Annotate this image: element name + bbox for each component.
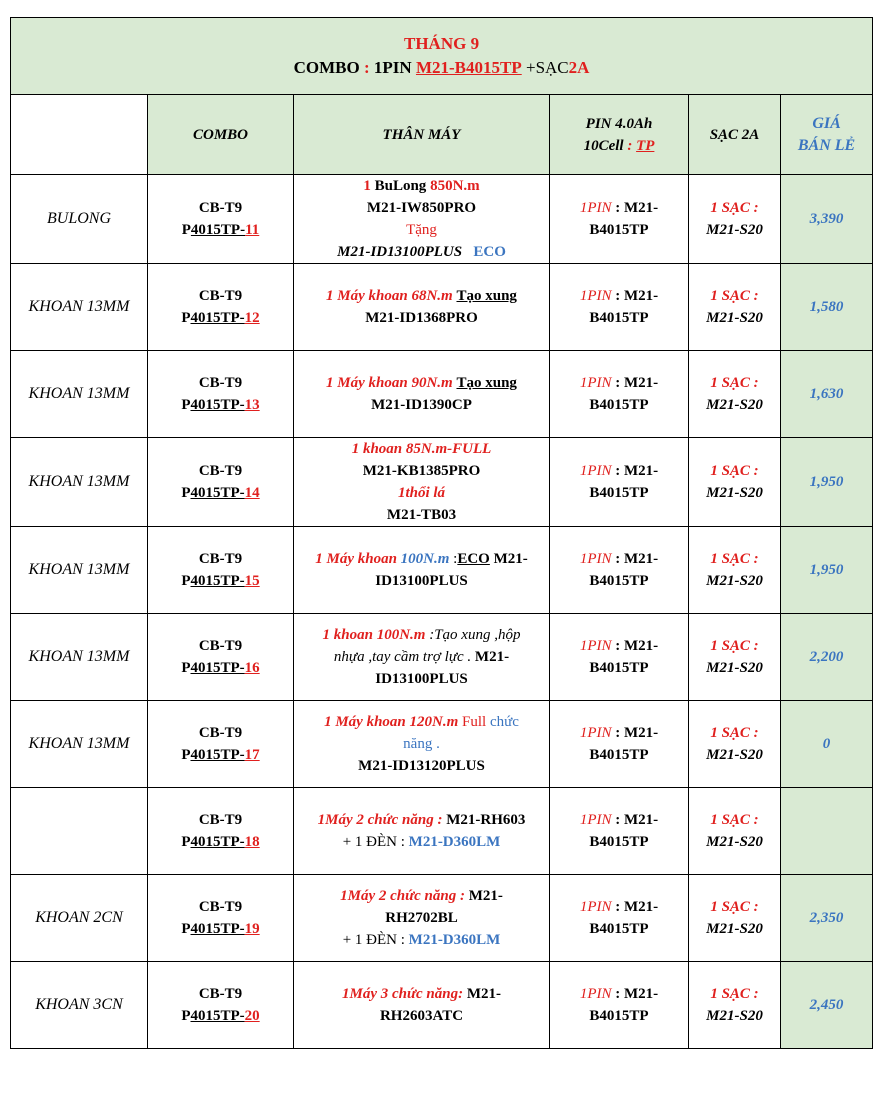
body-line3: M21-ID13120PLUS: [358, 758, 485, 774]
body-features-b: nhựa ,tay cầm trợ lực .: [333, 649, 472, 665]
body-cell: [294, 875, 550, 962]
header-pin-line2: [553, 135, 685, 157]
pin-line1: [553, 460, 685, 482]
combo-charger-value: 2A: [568, 58, 590, 77]
code-mid: 4015TP-: [190, 573, 245, 589]
code-prefix: P: [181, 310, 191, 326]
pin-line2: B4015TP: [589, 660, 649, 676]
combo-code-cell: [148, 264, 294, 351]
code-prefix: P: [181, 660, 191, 676]
pin-line1: [553, 285, 685, 307]
price-cell: [781, 788, 873, 875]
code-suffix: 19: [244, 921, 260, 937]
body-line1: [297, 624, 546, 646]
body-multi: 1Máy 3 chức năng:: [342, 986, 464, 1002]
pin-line1: [553, 197, 685, 219]
code-prefix: P: [181, 1008, 191, 1024]
charger-cell: [689, 701, 781, 788]
code-line2: [151, 307, 290, 329]
code-line1: CB-T9: [198, 725, 243, 741]
combo-title: [14, 56, 869, 80]
code-line2: [151, 482, 290, 504]
price-cell: 2,200: [781, 614, 873, 701]
price-cell: 1,580: [781, 264, 873, 351]
category-cell: KHOAN 13MM: [11, 701, 148, 788]
body-lamp-model: M21-D360LM: [408, 932, 501, 948]
pin-line1: [553, 896, 685, 918]
charger-line2: M21-S20: [706, 1008, 763, 1024]
body-drill: 1 Máy khoan 90N.m: [326, 375, 453, 391]
body-eco: ECO: [457, 551, 490, 567]
body-drill: 1 Máy khoan 120N.m: [324, 714, 459, 730]
combo-colon: :: [359, 58, 374, 77]
pin-cell: [550, 701, 689, 788]
code-mid: 4015TP-: [190, 921, 245, 937]
body-gift: Tặng: [406, 222, 437, 238]
header-price-line1: GIÁ: [812, 114, 841, 132]
category-cell: KHOAN 13MM: [11, 527, 148, 614]
pin-model-a: : M21-: [611, 375, 659, 391]
charger-line1: 1 SẠC :: [710, 463, 759, 479]
body-line2: [297, 646, 546, 668]
combo-pin-text: 1PIN: [373, 58, 416, 77]
price-cell: 2,450: [781, 962, 873, 1049]
combo-code-cell: [148, 962, 294, 1049]
pin-line2: B4015TP: [589, 834, 649, 850]
pin-qty: 1PIN: [579, 551, 612, 567]
pin-line1: [553, 809, 685, 831]
body-cell: [294, 614, 550, 701]
pin-qty: 1PIN: [579, 638, 612, 654]
table-row: [11, 527, 873, 614]
price-cell: 3,390: [781, 175, 873, 264]
category-cell: KHOAN 2CN: [11, 875, 148, 962]
pin-qty: 1PIN: [579, 899, 612, 915]
body-line4: [297, 241, 546, 263]
pin-cell: [550, 962, 689, 1049]
code-line2: [151, 394, 290, 416]
code-line1: CB-T9: [198, 986, 243, 1002]
code-mid: 4015TP-: [190, 485, 245, 501]
pin-cell: [550, 527, 689, 614]
combo-word: COMBO: [293, 58, 360, 77]
combo-table: [10, 17, 873, 1049]
table-row: [11, 351, 873, 438]
category-cell: BULONG: [11, 175, 148, 264]
header-category: [11, 95, 148, 175]
body-full: Full: [458, 714, 490, 730]
body-multi: 1Máy 2 chức năng :: [340, 888, 465, 904]
pin-model-a: : M21-: [611, 725, 659, 741]
charger-line1: 1 SẠC :: [710, 551, 759, 567]
pin-model-a: : M21-: [611, 551, 659, 567]
body-model-a: M21-: [464, 888, 503, 904]
body-model-a: M21-: [463, 986, 501, 1002]
code-suffix: 13: [244, 397, 260, 413]
title-row: [11, 18, 873, 95]
charger-line2: M21-S20: [706, 485, 763, 501]
body-line1: [297, 548, 546, 570]
code-suffix: 16: [244, 660, 260, 676]
body-line1: 1 khoan 85N.m-FULL: [351, 441, 492, 457]
charger-line2: M21-S20: [706, 747, 763, 763]
code-line2: [151, 570, 290, 592]
pin-cell: [550, 614, 689, 701]
pin-model-a: : M21-: [611, 899, 659, 915]
pin-model-a: : M21-: [611, 812, 659, 828]
pin-qty: 1PIN: [579, 812, 612, 828]
charger-cell: [689, 351, 781, 438]
body-model: M21-RH603: [442, 812, 526, 828]
code-line2: [151, 744, 290, 766]
body-line1: [297, 175, 546, 197]
pin-cell: [550, 175, 689, 264]
charger-line2: M21-S20: [706, 310, 763, 326]
price-sheet: [10, 17, 872, 1049]
pin-line2: B4015TP: [589, 573, 649, 589]
charger-cell: [689, 962, 781, 1049]
header-pin-line1: PIN 4.0Ah: [585, 115, 653, 132]
body-lamp: + 1 ĐÈN :: [342, 834, 409, 850]
body-line2: M21-ID1390CP: [371, 397, 472, 413]
body-torque: 100N.m: [400, 551, 450, 567]
combo-code-cell: [148, 351, 294, 438]
table-row: [11, 875, 873, 962]
code-suffix: 11: [245, 222, 260, 238]
body-line2: M21-ID1368PRO: [365, 310, 478, 326]
body-line1: [297, 372, 546, 394]
body-line3: [297, 929, 546, 951]
charger-line1: 1 SẠC :: [710, 375, 759, 391]
pin-qty: 1PIN: [579, 375, 612, 391]
code-line2: [151, 1005, 290, 1027]
code-mid: 4015TP-: [190, 310, 245, 326]
body-colon: :: [449, 551, 458, 567]
body-line2: RH2603ATC: [379, 1008, 464, 1024]
code-prefix: P: [181, 834, 191, 850]
body-line2: năng .: [403, 736, 440, 752]
code-suffix: 20: [244, 1008, 260, 1024]
table-row: [11, 614, 873, 701]
body-line3: 1thổi lá: [397, 485, 446, 501]
pin-line1: [553, 635, 685, 657]
code-line1: CB-T9: [198, 288, 243, 304]
body-cell: [294, 788, 550, 875]
price-cell: 1,630: [781, 351, 873, 438]
combo-code-cell: [148, 438, 294, 527]
pin-line2: B4015TP: [589, 921, 649, 937]
charger-line2: M21-S20: [706, 222, 763, 238]
pin-model-a: : M21-: [611, 638, 659, 654]
body-lamp: + 1 ĐÈN :: [342, 932, 409, 948]
pin-line1: [553, 372, 685, 394]
combo-code-cell: [148, 701, 294, 788]
pin-line2: B4015TP: [589, 747, 649, 763]
charger-cell: [689, 614, 781, 701]
pin-cell: [550, 438, 689, 527]
code-line2: [151, 219, 290, 241]
code-suffix: 14: [244, 485, 260, 501]
body-features-a: :Tạo xung ,hộp: [425, 627, 521, 643]
sheet-title: [11, 18, 873, 95]
charger-line1: 1 SẠC :: [710, 288, 759, 304]
table-row: [11, 962, 873, 1049]
code-line2: [151, 657, 290, 679]
code-suffix: 12: [244, 310, 260, 326]
body-cell: [294, 701, 550, 788]
body-cell: [294, 264, 550, 351]
body-line2: RH2702BL: [385, 910, 458, 926]
charger-cell: [689, 264, 781, 351]
code-line2: [151, 831, 290, 853]
combo-code-cell: [148, 788, 294, 875]
header-price: [781, 95, 873, 175]
body-feature: Tạo xung: [456, 288, 517, 304]
body-model-a: M21-: [489, 551, 528, 567]
pin-model-a: : M21-: [611, 986, 659, 1002]
charger-line1: 1 SẠC :: [710, 200, 759, 216]
price-cell: 1,950: [781, 438, 873, 527]
table-row: [11, 175, 873, 264]
code-prefix: P: [181, 573, 191, 589]
header-charger: SẠC 2A: [689, 95, 781, 175]
code-mid: 4015TP-: [190, 397, 245, 413]
body-line1: [297, 885, 546, 907]
table-row: [11, 788, 873, 875]
pin-line2: B4015TP: [589, 1008, 649, 1024]
body-line4: M21-TB03: [386, 507, 457, 523]
charger-cell: [689, 438, 781, 527]
pin-line2: B4015TP: [589, 397, 649, 413]
combo-pin-model: M21-B4015TP: [415, 58, 522, 77]
header-pin-colon: :: [627, 137, 637, 154]
code-mid: 4015TP-: [190, 660, 245, 676]
pin-line2: B4015TP: [589, 310, 649, 326]
pin-cell: [550, 351, 689, 438]
body-multi: 1Máy 2 chức năng :: [317, 812, 443, 828]
code-prefix: P: [181, 397, 191, 413]
body-drill: 1 Máy khoan: [315, 551, 401, 567]
charger-cell: [689, 527, 781, 614]
price-cell: 0: [781, 701, 873, 788]
pin-cell: [550, 264, 689, 351]
table-row: [11, 701, 873, 788]
code-mid: 4015TP-: [190, 834, 245, 850]
category-cell: KHOAN 13MM: [11, 264, 148, 351]
body-cell: [294, 438, 550, 527]
charger-line1: 1 SẠC :: [710, 725, 759, 741]
pin-model-a: : M21-: [611, 200, 659, 216]
pin-line1: [553, 548, 685, 570]
category-cell: KHOAN 3CN: [11, 962, 148, 1049]
body-qty: 1: [363, 178, 371, 194]
code-prefix: P: [181, 747, 191, 763]
header-pin: [550, 95, 689, 175]
category-cell: KHOAN 13MM: [11, 614, 148, 701]
pin-qty: 1PIN: [579, 986, 612, 1002]
header-combo: COMBO: [148, 95, 294, 175]
code-prefix: P: [181, 485, 191, 501]
code-prefix: P: [181, 921, 191, 937]
header-pin-tp: TP: [636, 137, 655, 154]
charger-line1: 1 SẠC :: [710, 986, 759, 1002]
body-line1: [297, 285, 546, 307]
category-cell: KHOAN 13MM: [11, 351, 148, 438]
body-drill: 1 khoan 100N.m: [322, 627, 426, 643]
body-line2: ID13100PLUS: [375, 573, 468, 589]
charger-line1: 1 SẠC :: [710, 899, 759, 915]
combo-code-cell: [148, 875, 294, 962]
code-line1: CB-T9: [198, 551, 243, 567]
charger-line2: M21-S20: [706, 397, 763, 413]
code-suffix: 18: [244, 834, 260, 850]
charger-line2: M21-S20: [706, 921, 763, 937]
header-body: THÂN MÁY: [294, 95, 550, 175]
month-title: THÁNG 9: [403, 34, 480, 53]
pin-line1: [553, 722, 685, 744]
pin-line2: B4015TP: [589, 222, 649, 238]
charger-cell: [689, 875, 781, 962]
pin-qty: 1PIN: [579, 288, 612, 304]
pin-qty: 1PIN: [579, 200, 612, 216]
code-mid: 4015TP-: [190, 747, 245, 763]
body-feature: Tạo xung: [456, 375, 517, 391]
combo-code-cell: [148, 614, 294, 701]
charger-cell: [689, 788, 781, 875]
code-suffix: 17: [244, 747, 260, 763]
body-cell: [294, 351, 550, 438]
charger-cell: [689, 175, 781, 264]
charger-line1: 1 SẠC :: [710, 638, 759, 654]
header-row: [11, 95, 873, 175]
body-lamp-model: M21-D360LM: [408, 834, 501, 850]
body-line2: [297, 831, 546, 853]
code-line1: CB-T9: [198, 200, 243, 216]
charger-line2: M21-S20: [706, 834, 763, 850]
pin-cell: [550, 788, 689, 875]
body-function: chức: [489, 714, 519, 730]
code-line1: CB-T9: [198, 638, 243, 654]
pin-cell: [550, 875, 689, 962]
body-cell: [294, 962, 550, 1049]
body-model-a: M21-: [471, 649, 510, 665]
body-line1: [297, 983, 546, 1005]
charger-line1: 1 SẠC :: [710, 812, 759, 828]
pin-line1: [553, 983, 685, 1005]
body-line3: ID13100PLUS: [375, 671, 468, 687]
body-cell: [294, 175, 550, 264]
body-line2: M21-IW850PRO: [366, 200, 477, 216]
charger-line2: M21-S20: [706, 660, 763, 676]
pin-qty: 1PIN: [579, 725, 612, 741]
header-pin-cell: 10Cell: [583, 137, 628, 154]
pin-line2: B4015TP: [589, 485, 649, 501]
body-cell: [294, 527, 550, 614]
category-cell: [11, 788, 148, 875]
category-cell: KHOAN 13MM: [11, 438, 148, 527]
code-line1: CB-T9: [198, 463, 243, 479]
price-cell: 2,350: [781, 875, 873, 962]
body-line2: M21-KB1385PRO: [362, 463, 481, 479]
pin-model-a: : M21-: [611, 288, 659, 304]
code-suffix: 15: [244, 573, 260, 589]
table-row: [11, 264, 873, 351]
body-line1: [297, 809, 546, 831]
body-gift-model: M21-ID13100PLUS: [337, 244, 463, 260]
body-line1: [297, 711, 546, 733]
code-prefix: P: [181, 222, 191, 238]
combo-code-cell: [148, 527, 294, 614]
body-torque: 850N.m: [430, 178, 480, 194]
body-eco: ECO: [473, 244, 506, 260]
pin-model-a: : M21-: [611, 463, 659, 479]
code-line1: CB-T9: [198, 375, 243, 391]
body-name: BuLong: [370, 178, 431, 194]
price-cell: 1,950: [781, 527, 873, 614]
code-line2: [151, 918, 290, 940]
table-row: [11, 438, 873, 527]
code-line1: CB-T9: [198, 899, 243, 915]
header-price-line2: BÁN LẺ: [797, 136, 856, 154]
code-mid: 4015TP-: [190, 222, 246, 238]
pin-qty: 1PIN: [579, 463, 612, 479]
code-line1: CB-T9: [198, 812, 243, 828]
combo-code-cell: [148, 175, 294, 264]
code-mid: 4015TP-: [190, 1008, 245, 1024]
charger-line2: M21-S20: [706, 573, 763, 589]
combo-charger-text: +SẠC: [521, 58, 569, 77]
body-drill: 1 Máy khoan 68N.m: [326, 288, 453, 304]
